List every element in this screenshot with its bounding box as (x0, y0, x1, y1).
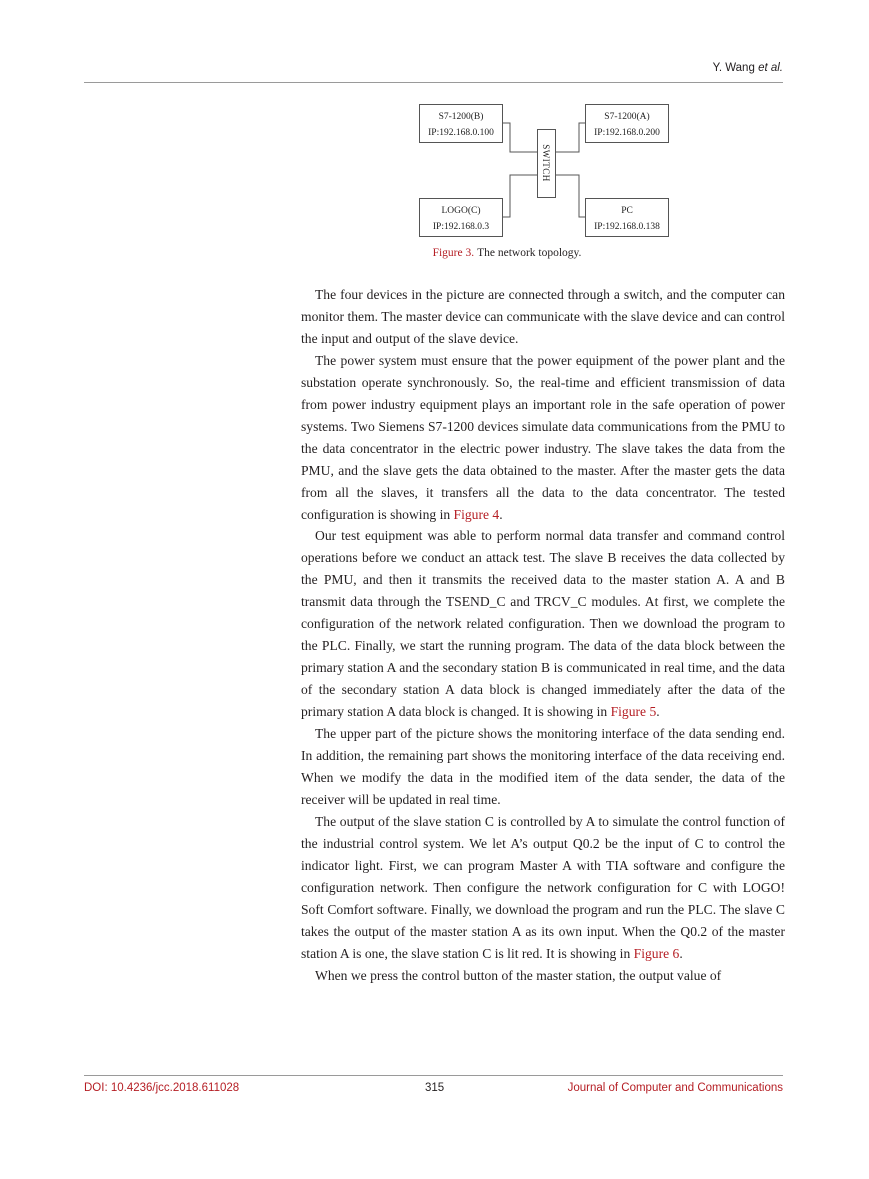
paragraph-1-text: The four devices in the picture are connected through a switch, and the computer can monitor them. The master device can communicate with the slave device and can control the input and output of the slave device. (301, 287, 785, 346)
page-number: 315 (425, 1082, 445, 1094)
node-a-ip: IP:192.168.0.200 (594, 128, 660, 138)
node-b-ip: IP:192.168.0.100 (428, 128, 494, 138)
body-text (301, 284, 785, 987)
paragraph-4-text: The upper part of the picture shows the monitoring interface of the data sending end. In addition, the remaining part shows the monitoring interface of the data receiving end. When we modify the data in the modified item of the data sender, the data of the receiver will be updated in real time. (301, 726, 785, 807)
figure-4-link[interactable]: Figure 4 (453, 506, 500, 522)
paragraph-1 (301, 284, 785, 350)
paragraph-2-end: . (499, 506, 503, 522)
figure-5-link[interactable]: Figure 5 (610, 704, 657, 720)
figure-caption-text: The network topology. (477, 247, 582, 259)
footer-doi-link[interactable]: DOI: 10.4236/jcc.2018.611028 (84, 1082, 240, 1094)
paragraph-4 (301, 723, 785, 811)
connector-b-switch (503, 123, 537, 152)
header-etal: et al. (758, 62, 783, 74)
network-topology-diagram (419, 104, 669, 238)
paragraph-2 (301, 350, 785, 526)
node-c-ip: IP:192.168.0.3 (432, 222, 490, 232)
node-pc-ip: IP:192.168.0.138 (594, 222, 660, 232)
figure-caption-label[interactable]: Figure 3. (432, 247, 475, 259)
connector-pc-switch (556, 175, 585, 217)
node-pc-name: PC (621, 206, 633, 216)
network-topology-figure (419, 104, 669, 238)
connector-c-switch (503, 175, 537, 217)
paragraph-3-text: Our test equipment was able to perform normal data transfer and command control operations before we conduct an attack test. The slave B receives the data collected by the PMU, and then it transmits the received data to the master station A. A and B transmit data through the TSEND_C and TRCV_C modules. At first, we complete the configuration of the network related configuration. Then we download the program to the PLC. Finally, we start the running program. The data of the data block between the primary station A and the secondary station B is communicated in real time, and the data of the secondary station A data block is changed immediately after the data of the primary station A data block is changed. It is showing in (301, 528, 785, 720)
paragraph-2-text: The power system must ensure that the power equipment of the power plant and the substation operate synchronously. So, the real-time and efficient transmission of data from power industry equipment plays an important role in the safe operation of power systems. Two Siemens S7-1200 devices simulate data communications from the PMU to the data concentrator in the electric power industry. The slave takes the data from the PMU, and the slave gets the data obtained to the master. After the master gets the data from all the slaves, it transfers all the data to the data concentrator. The tested configuration is showing in (301, 352, 785, 522)
figure-caption (0, 247, 869, 259)
switch-label: SWITCH (541, 144, 551, 182)
page-footer (84, 1082, 783, 1098)
footer-journal-link[interactable]: Journal of Computer and Communications (567, 1082, 783, 1094)
paragraph-3-end: . (656, 704, 660, 720)
header-divider (84, 82, 783, 83)
header-author-name: Y. Wang (712, 62, 755, 74)
paragraph-6-text: When we press the control button of the master station, the output value of (315, 967, 722, 983)
footer-divider (84, 1075, 783, 1076)
connector-a-switch (556, 123, 585, 152)
figure-6-link[interactable]: Figure 6 (633, 945, 680, 961)
node-a-name: S7-1200(A) (604, 112, 650, 122)
paragraph-5-text: The output of the slave station C is controlled by A to simulate the control function of the industrial control system. We let A’s output Q0.2 be the input of C to control the indicator light. First, we can program Master A with TIA software and configure the configuration network. Then configure the network configuration for C with LOGO! Soft Comfort software. Finally, we download the program and run the PLC. The slave C takes the output of the master station A as its own input. When the Q0.2 of the master station A is one, the slave station C is lit red. It is showing in (301, 813, 785, 961)
paragraph-5 (301, 811, 785, 965)
node-c-name: LOGO(C) (441, 206, 481, 216)
paragraph-5-end: . (679, 945, 683, 961)
paragraph-6 (301, 965, 785, 987)
running-header (713, 62, 783, 74)
node-b-name: S7-1200(B) (438, 112, 484, 122)
paragraph-3 (301, 525, 785, 723)
